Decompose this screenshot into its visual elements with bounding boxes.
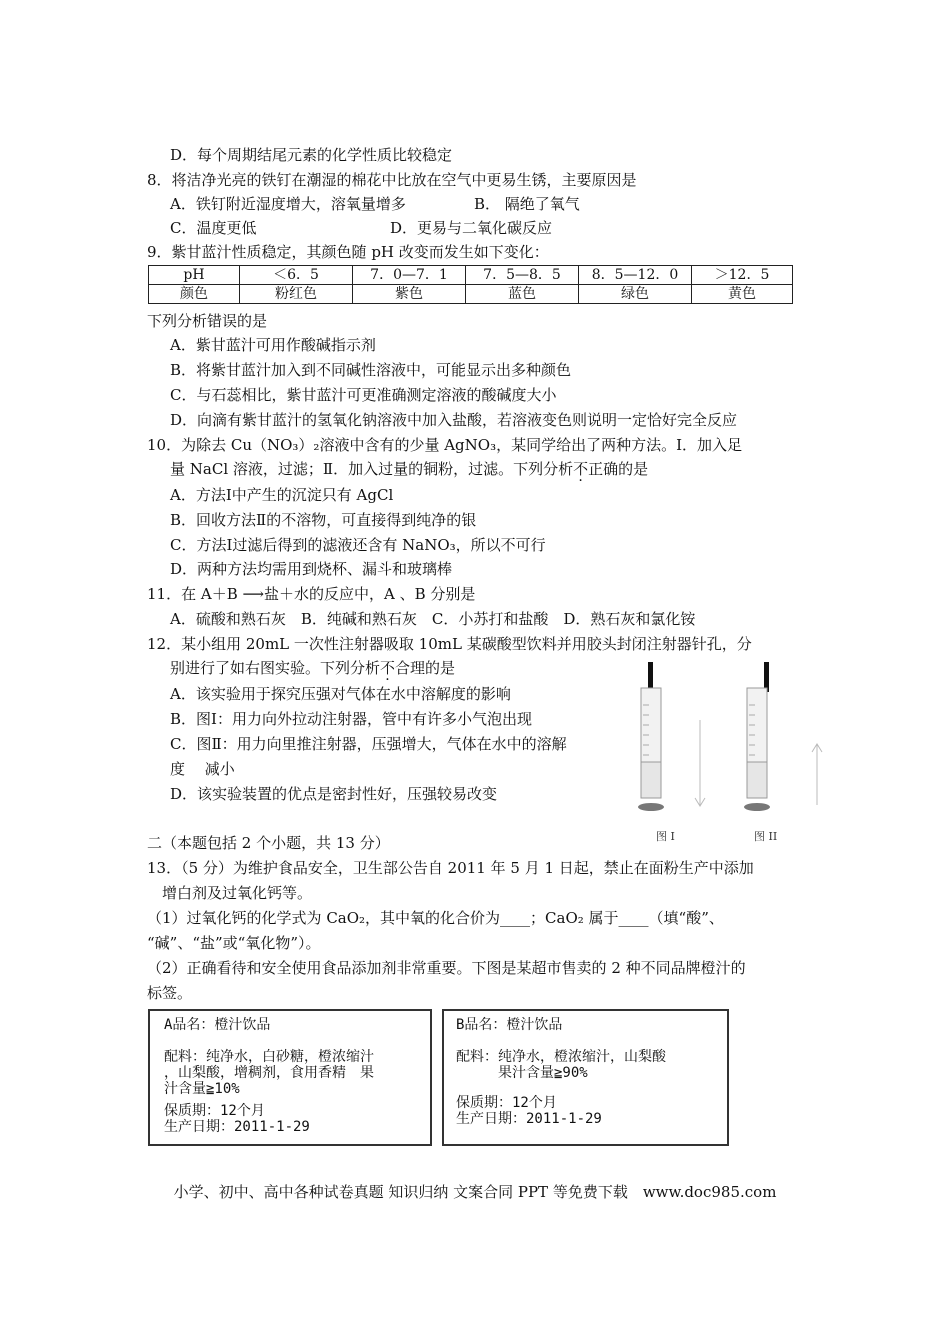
q10-option-a: A．方法Ⅰ中产生的沉淀只有 AgCl: [170, 486, 394, 504]
q13-sub2-line2: 标签。: [147, 984, 193, 1002]
label-b: [442, 1009, 729, 1146]
label-a-ingredients-2: ，山梨酸，增稠剂，食用香精 果: [164, 1065, 374, 1081]
label-a-name: A品名：橙汁饮品: [164, 1017, 271, 1033]
table-cell: ＜6．5: [240, 266, 353, 285]
q13-line2: 增白剂及过氧化钙等。: [162, 884, 313, 902]
q12-line2: [170, 658, 455, 678]
q8-option-d: D．更易与二氧化碳反应: [390, 219, 553, 237]
q12-line2-text: 别进行了如右图实验。下列分析: [170, 659, 381, 677]
q12-option-c: C．图Ⅱ：用力向里推注射器，压强增大，气体在水中的溶解: [170, 735, 567, 753]
q7-option-d: D．每个周期结尾元素的化学性质比较稳定: [170, 146, 453, 164]
syringe-diagram: [634, 660, 834, 845]
q10-line2-tail: 正确的是: [588, 460, 649, 478]
label-a: [148, 1009, 432, 1146]
syringe-one: [638, 662, 705, 811]
table-cell: 7．5—8．5: [466, 266, 579, 285]
table-cell: 蓝色: [466, 285, 579, 304]
label-b-shelf-life: 保质期：12个月: [456, 1095, 557, 1111]
q10-option-b: B．回收方法Ⅱ的不溶物，可直接得到纯净的银: [170, 511, 477, 529]
table-cell: 黄色: [692, 285, 793, 304]
q12-option-d: D．该实验装置的优点是密封性好，压强较易改变: [170, 785, 498, 803]
table-cell: pH: [149, 266, 240, 285]
label-a-shelf-life: 保质期：12个月: [164, 1103, 265, 1119]
label-b-ingredients-2: 果汁含量≧90%: [456, 1065, 588, 1081]
q9-option-b: B．将紫甘蓝汁加入到不同碱性溶液中，可能显示出多种颜色: [170, 361, 572, 379]
q8-option-b: B． 隔绝了氧气: [474, 195, 580, 213]
table-cell: 8．5—12．0: [579, 266, 692, 285]
emphasis-not: 不: [573, 460, 589, 478]
q10-option-d: D．两种方法均需用到烧杯、漏斗和玻璃棒: [170, 560, 453, 578]
q9-option-a: A．紫甘蓝汁可用作酸碱指示剂: [170, 336, 376, 354]
q12-line1: 12．某小组用 20mL 一次性注射器吸取 10mL 某碳酸型饮料并用胶头封闭注射器针孔，分: [147, 635, 752, 653]
ph-color-table: [148, 265, 793, 304]
label-a-ingredients-1: 配料：纯净水，白砂糖，橙浓缩汁: [164, 1049, 374, 1065]
q10-line1: 10．为除去 Cu（NO₃）₂溶液中含有的少量 AgNO₃，某同学给出了两种方法。Ⅰ．加入足: [147, 436, 743, 454]
table-cell: ＞12．5: [692, 266, 793, 285]
q8-option-c: C．温度更低: [170, 219, 257, 237]
table-cell: 7．0—7．1: [353, 266, 466, 285]
table-cell: 粉红色: [240, 285, 353, 304]
q13-line1: 13．（5 分）为维护食品安全，卫生部公告自 2011 年 5 月 1 日起，禁止在面粉生产中添加: [147, 859, 754, 877]
label-a-production-date: 生产日期：2011-1-29: [164, 1119, 310, 1135]
q13-sub1-line2: “碱”、“盐”或“氧化物”）。: [147, 934, 321, 952]
label-b-ingredients-1: 配料：纯净水，橙浓缩汁，山梨酸: [456, 1049, 666, 1065]
table-row: [149, 266, 793, 285]
q10-option-c: C．方法Ⅰ过滤后得到的滤液还含有 NaNO₃，所以不可行: [170, 536, 546, 554]
q10-line2: [170, 459, 648, 479]
q9-stem: 9．紫甘蓝汁性质稳定，其颜色随 pH 改变而发生如下变化：: [147, 243, 549, 261]
syringe-two: [744, 662, 822, 811]
q9-ask: 下列分析错误的是: [147, 312, 268, 330]
q11-options: A．硫酸和熟石灰 B．纯碱和熟石灰 C．小苏打和盐酸 D．熟石灰和氯化铵: [170, 610, 696, 628]
label-b-name: B品名：橙汁饮品: [456, 1017, 563, 1033]
q8-option-a: A．铁钉附近湿度增大，溶氧量增多: [170, 195, 406, 213]
figure-caption-1: 图 I: [656, 830, 675, 843]
section-heading: 二（本题包括 2 个小题，共 13 分）: [147, 834, 390, 852]
table-cell: 绿色: [579, 285, 692, 304]
table-cell: 颜色: [149, 285, 240, 304]
syringe-figure: [634, 660, 834, 845]
q12-option-c-cont: 度 减小: [170, 760, 235, 778]
q13-sub1-line1: （1）过氧化钙的化学式为 CaO₂，其中氧的化合价为____；CaO₂ 属于____（填“酸”、: [147, 909, 724, 927]
q12-option-a: A．该实验用于探究压强对气体在水中溶解度的影响: [170, 685, 511, 703]
page-footer: 小学、初中、高中各种试卷真题 知识归纳 文案合同 PPT 等免费下载 www.doc985.com: [173, 1183, 777, 1201]
label-a-ingredients-3: 汁含量≧10%: [164, 1081, 240, 1097]
label-b-production-date: 生产日期：2011-1-29: [456, 1111, 602, 1127]
q13-sub2-line1: （2）正确看待和安全使用食品添加剂非常重要。下图是某超市售卖的 2 种不同品牌橙汁的: [147, 959, 746, 977]
q12-option-b: B．图Ⅰ：用力向外拉动注射器，管中有许多小气泡出现: [170, 710, 532, 728]
q11-stem: 11．在 A＋B ⟶盐＋水的反应中，A 、B 分别是: [147, 585, 476, 603]
q12-line2-tail: 合理的是: [395, 659, 456, 677]
q10-line2-text: 量 NaCl 溶液，过滤；Ⅱ．加入过量的铜粉，过滤。下列分析: [170, 460, 574, 478]
q8-stem: 8．将洁净光亮的铁钉在潮湿的棉花中比放在空气中更易生锈，主要原因是: [147, 171, 637, 189]
table-row: [149, 285, 793, 304]
table-cell: 紫色: [353, 285, 466, 304]
q9-option-c: C．与石蕊相比，紫甘蓝汁可更准确测定溶液的酸碱度大小: [170, 386, 557, 404]
q9-option-d: D．向滴有紫甘蓝汁的氢氧化钠溶液中加入盐酸，若溶液变色则说明一定恰好完全反应: [170, 411, 738, 429]
figure-caption-2: 图 II: [754, 830, 778, 843]
emphasis-not: 不: [380, 659, 396, 677]
